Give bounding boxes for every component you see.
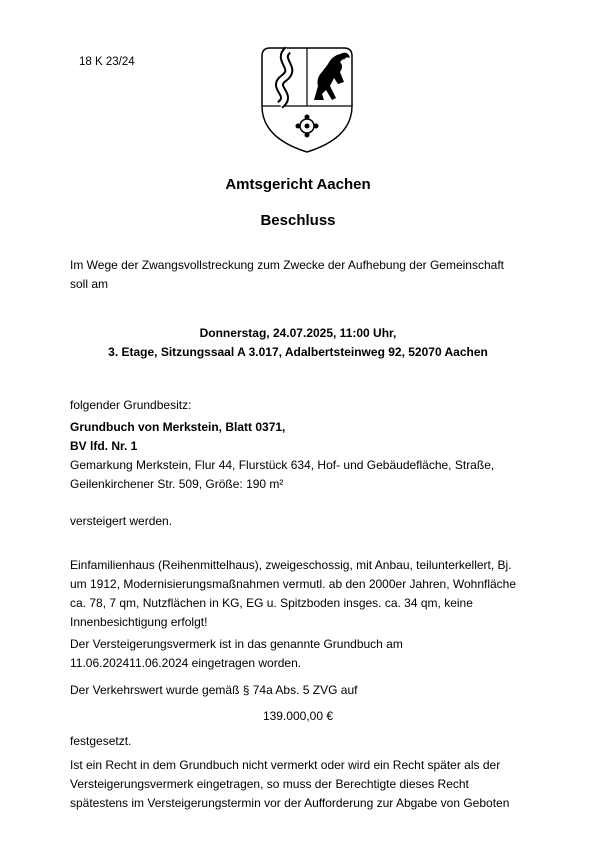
property-detail-2: Geilenkirchener Str. 509, Größe: 190 m² xyxy=(70,477,284,491)
description-line-4: Innenbesichtigung erfolgt! xyxy=(70,615,208,629)
court-name: Amtsgericht Aachen xyxy=(225,176,371,193)
market-value-amount: 139.000,00 € xyxy=(262,709,334,723)
registration-line-2: 11.06.202411.06.2024 eingetragen worden. xyxy=(70,656,302,670)
document-type: Beschluss xyxy=(260,212,336,229)
rights-notice-line-3: spätestens im Versteigerungstermin vor der Aufforderung zur Abgabe von Geboten xyxy=(70,796,510,810)
description-line-2: um 1912, Modernisierungsmaßnahmen vermutl. ab den 2000er Jahren, Wohnfläche xyxy=(70,577,517,591)
intro-line-1: Im Wege der Zwangsvollstreckung zum Zwecke der Aufhebung der Gemeinschaft xyxy=(70,258,504,272)
rights-notice-line-1: Ist ein Recht in dem Grundbuch nicht vermerkt oder wird ein Recht später als der xyxy=(70,758,501,772)
case-number: 18 K 23/24 xyxy=(79,56,135,68)
auction-phrase: versteigert werden. xyxy=(70,514,173,528)
description-line-1: Einfamilienhaus (Reihenmittelhaus), zweigeschossig, mit Anbau, teilunterkellert, Bj. xyxy=(70,558,512,572)
description-line-3: ca. 78, 7 qm, Nutzflächen in KG, EG u. Spitzboden insges. ca. 34 qm, keine xyxy=(70,596,473,610)
nrw-coat-of-arms-icon xyxy=(258,42,356,154)
market-value-outro: festgesetzt. xyxy=(70,734,132,748)
registration-line-1: Der Versteigerungsvermerk ist in das genannte Grundbuch am xyxy=(70,637,403,651)
property-detail-1: Gemarkung Merkstein, Flur 44, Flurstück 634, Hof- und Gebäudefläche, Straße, xyxy=(70,458,495,472)
property-heading: folgender Grundbesitz: xyxy=(70,398,192,412)
market-value-intro: Der Verkehrswert wurde gemäß § 74a Abs. 5 ZVG auf xyxy=(70,683,358,697)
rights-notice-line-2: Versteigerungsvermerk eingetragen, so muss der Berechtigte dieses Recht xyxy=(70,777,469,791)
hearing-location: 3. Etage, Sitzungssaal A 3.017, Adalbertsteinweg 92, 52070 Aachen xyxy=(108,345,488,359)
hearing-date-time: Donnerstag, 24.07.2025, 11:00 Uhr, xyxy=(199,326,397,340)
intro-line-2: soll am xyxy=(70,277,109,291)
property-item: BV lfd. Nr. 1 xyxy=(70,439,138,453)
land-register: Grundbuch von Merkstein, Blatt 0371, xyxy=(70,420,286,434)
